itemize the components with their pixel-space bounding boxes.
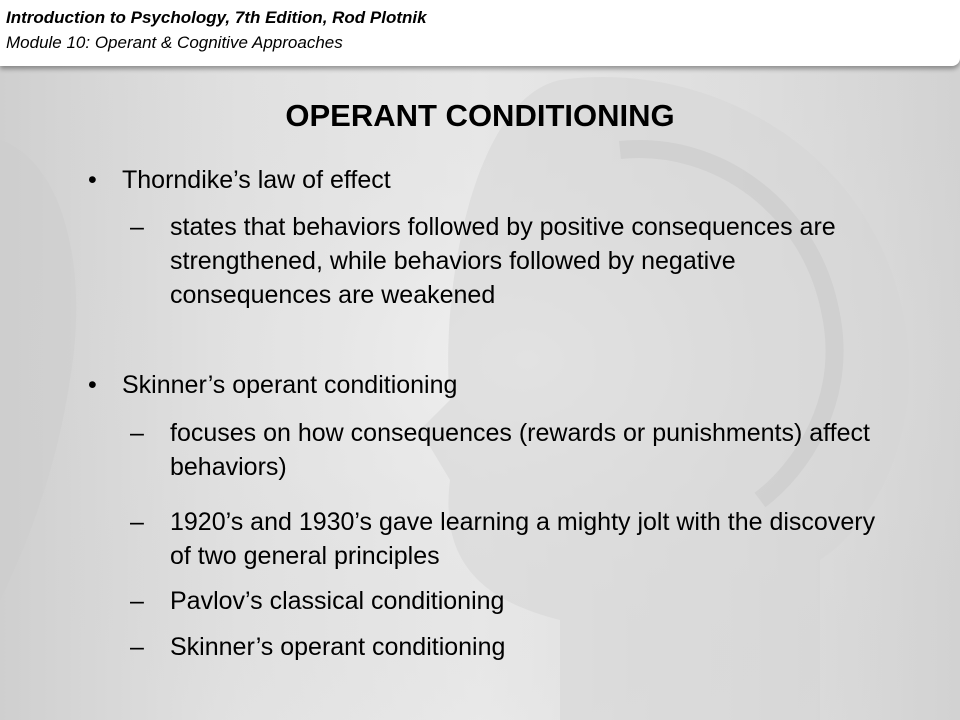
- list-item-text: Pavlov’s classical conditioning: [170, 587, 505, 615]
- slide-title: OPERANT CONDITIONING: [285, 98, 675, 133]
- header-course-title: Introduction to Psychology, 7th Edition, Rod Plotnik: [6, 8, 427, 27]
- list-item-text: Skinner’s operant conditioning: [170, 633, 506, 661]
- list-item-text: Skinner’s operant conditioning: [122, 371, 458, 399]
- list-item-text: focuses on how consequences (rewards or punishments) affect behaviors): [170, 419, 870, 481]
- dash-marker: –: [130, 213, 144, 241]
- dash-marker: –: [130, 419, 144, 447]
- bullet-marker: •: [88, 371, 97, 399]
- dash-marker: –: [130, 633, 144, 661]
- dash-marker: –: [130, 587, 144, 615]
- list-item-text: Thorndike’s law of effect: [122, 166, 391, 194]
- dash-marker: –: [130, 508, 144, 536]
- list-item-text: states that behaviors followed by positive consequences are strengthened, while behaviors followed by negative consequences are weakened: [170, 213, 836, 309]
- bullet-marker: •: [88, 166, 97, 194]
- header-module-title: Module 10: Operant & Cognitive Approaches: [6, 33, 343, 52]
- list-item-text: 1920’s and 1930’s gave learning a mighty jolt with the discovery of two general principles: [170, 508, 876, 570]
